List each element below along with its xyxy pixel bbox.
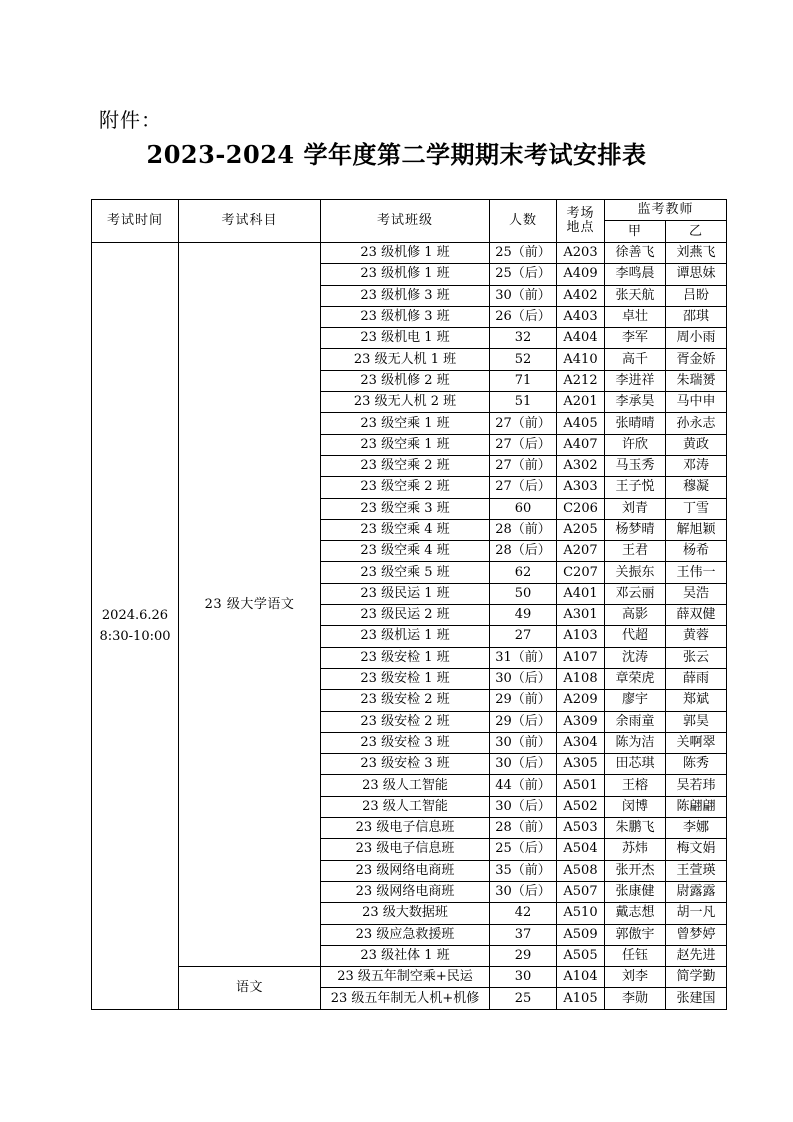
count-cell: 27（后） [490,434,557,455]
proctor-a-cell: 李承昊 [605,392,666,413]
proctor-b-cell: 薛双健 [666,605,727,626]
proctor-b-cell: 解旭颖 [666,519,727,540]
count-cell: 50 [490,583,557,604]
room-cell: A508 [557,860,605,881]
header-subject: 考试科目 [179,200,321,243]
exam-schedule-body [92,200,727,1010]
class-cell: 23 级空乘 4 班 [321,541,490,562]
count-cell: 30（前） [490,732,557,753]
header-class: 考试班级 [321,200,490,243]
proctor-a-cell: 王榕 [605,775,666,796]
class-cell: 23 级空乘 2 班 [321,455,490,476]
exam-time-cell [92,243,179,1010]
proctor-a-cell: 高影 [605,605,666,626]
room-cell: A303 [557,477,605,498]
count-cell: 31（前） [490,647,557,668]
proctor-b-cell: 关啊翠 [666,732,727,753]
proctor-b-cell: 胥金娇 [666,349,727,370]
class-cell: 23 级人工智能 [321,775,490,796]
room-cell: A405 [557,413,605,434]
count-cell: 29（后） [490,711,557,732]
count-cell: 44（前） [490,775,557,796]
room-cell: A301 [557,605,605,626]
proctor-b-cell: 曾梦婷 [666,924,727,945]
proctor-a-cell: 邓云丽 [605,583,666,604]
class-cell: 23 级机修 1 班 [321,243,490,264]
count-cell: 30（后） [490,881,557,902]
proctor-a-cell: 廖宇 [605,690,666,711]
proctor-a-cell: 郭傲宇 [605,924,666,945]
header-room-line2: 地点 [566,220,595,235]
proctor-b-cell: 薛雨 [666,668,727,689]
proctor-a-cell: 戴志想 [605,903,666,924]
room-cell: A302 [557,455,605,476]
proctor-b-cell: 尉露露 [666,881,727,902]
proctor-a-cell: 张开杰 [605,860,666,881]
count-cell: 42 [490,903,557,924]
proctor-a-cell: 余雨童 [605,711,666,732]
count-cell: 71 [490,370,557,391]
count-cell: 27（前） [490,413,557,434]
proctor-a-cell: 陈为洁 [605,732,666,753]
count-cell: 30（前） [490,285,557,306]
header-count: 人数 [490,200,557,243]
room-cell: A105 [557,988,605,1009]
count-cell: 25（前） [490,243,557,264]
class-cell: 23 级空乘 4 班 [321,519,490,540]
exam-date: 2024.6.26 [101,607,169,623]
proctor-b-cell: 谭思妹 [666,264,727,285]
proctor-a-cell: 刘李 [605,967,666,988]
exam-hours: 8:30-10:00 [99,628,171,644]
proctor-b-cell: 简学勤 [666,967,727,988]
room-cell: A409 [557,264,605,285]
class-cell: 23 级空乘 5 班 [321,562,490,583]
class-cell: 23 级社体 1 班 [321,945,490,966]
proctor-a-cell: 马玉秀 [605,455,666,476]
proctor-a-cell: 张天航 [605,285,666,306]
room-cell: A107 [557,647,605,668]
proctor-a-cell: 苏炜 [605,839,666,860]
proctor-b-cell: 吴若玮 [666,775,727,796]
class-cell: 23 级空乘 3 班 [321,498,490,519]
proctor-b-cell: 郭昊 [666,711,727,732]
room-cell: A108 [557,668,605,689]
room-cell: A203 [557,243,605,264]
class-cell: 23 级机电 1 班 [321,328,490,349]
count-cell: 60 [490,498,557,519]
proctor-b-cell: 黄蓉 [666,626,727,647]
header-row [92,200,727,221]
proctor-a-cell: 闵博 [605,796,666,817]
count-cell: 30（后） [490,668,557,689]
proctor-a-cell: 章荣虎 [605,668,666,689]
proctor-a-cell: 刘青 [605,498,666,519]
class-cell: 23 级五年制空乘+民运 [321,967,490,988]
proctor-a-cell: 代超 [605,626,666,647]
proctor-b-cell: 吕盼 [666,285,727,306]
subject-cell: 23 级大学语文 [179,243,321,967]
room-cell: A402 [557,285,605,306]
room-cell: C207 [557,562,605,583]
class-cell: 23 级安检 3 班 [321,732,490,753]
proctor-a-cell: 徐善飞 [605,243,666,264]
class-cell: 23 级机修 3 班 [321,285,490,306]
class-cell: 23 级空乘 1 班 [321,413,490,434]
room-cell: A503 [557,818,605,839]
room-cell: A502 [557,796,605,817]
room-cell: A505 [557,945,605,966]
room-cell: A403 [557,306,605,327]
room-cell: A205 [557,519,605,540]
proctor-a-cell: 李军 [605,328,666,349]
count-cell: 27（后） [490,477,557,498]
proctor-a-cell: 卓壮 [605,306,666,327]
proctor-b-cell: 赵先进 [666,945,727,966]
room-cell: C206 [557,498,605,519]
class-cell: 23 级应急救援班 [321,924,490,945]
room-cell: A309 [557,711,605,732]
room-cell: A504 [557,839,605,860]
proctor-b-cell: 王萱瑛 [666,860,727,881]
room-cell: A212 [557,370,605,391]
count-cell: 25 [490,988,557,1009]
proctor-b-cell: 刘燕飞 [666,243,727,264]
proctor-a-cell: 王君 [605,541,666,562]
count-cell: 62 [490,562,557,583]
count-cell: 30（后） [490,754,557,775]
count-cell: 30 [490,967,557,988]
header-room [557,200,605,243]
table-row [92,243,727,264]
count-cell: 26（后） [490,306,557,327]
class-cell: 23 级无人机 1 班 [321,349,490,370]
class-cell: 23 级空乘 2 班 [321,477,490,498]
count-cell: 27 [490,626,557,647]
class-cell: 23 级大数据班 [321,903,490,924]
proctor-b-cell: 陈秀 [666,754,727,775]
proctor-a-cell: 许欣 [605,434,666,455]
class-cell: 23 级安检 2 班 [321,711,490,732]
class-cell: 23 级民运 1 班 [321,583,490,604]
class-cell: 23 级安检 1 班 [321,668,490,689]
room-cell: A507 [557,881,605,902]
proctor-b-cell: 杨希 [666,541,727,562]
header-time: 考试时间 [92,200,179,243]
proctor-b-cell: 张云 [666,647,727,668]
proctor-a-cell: 沈涛 [605,647,666,668]
class-cell: 23 级机修 2 班 [321,370,490,391]
proctor-a-cell: 张晴晴 [605,413,666,434]
proctor-b-cell: 马中申 [666,392,727,413]
proctor-a-cell: 田芯琪 [605,754,666,775]
proctor-b-cell: 周小雨 [666,328,727,349]
count-cell: 35（前） [490,860,557,881]
count-cell: 25（后） [490,839,557,860]
count-cell: 29 [490,945,557,966]
class-cell: 23 级空乘 1 班 [321,434,490,455]
class-cell: 23 级五年制无人机+机修 [321,988,490,1009]
proctor-a-cell: 王子悦 [605,477,666,498]
proctor-b-cell: 邓涛 [666,455,727,476]
class-cell: 23 级机运 1 班 [321,626,490,647]
proctor-a-cell: 关振东 [605,562,666,583]
room-cell: A501 [557,775,605,796]
count-cell: 28（前） [490,818,557,839]
count-cell: 37 [490,924,557,945]
proctor-b-cell: 李娜 [666,818,727,839]
room-cell: A410 [557,349,605,370]
room-cell: A407 [557,434,605,455]
proctor-a-cell: 高千 [605,349,666,370]
page-title: 2023-2024 学年度第二学期期末考试安排表 [146,140,647,169]
proctor-a-cell: 李进祥 [605,370,666,391]
proctor-a-cell: 朱鹏飞 [605,818,666,839]
class-cell: 23 级安检 3 班 [321,754,490,775]
subject-cell: 语文 [179,967,321,1010]
proctor-b-cell: 孙永志 [666,413,727,434]
proctor-a-cell: 张康健 [605,881,666,902]
proctor-b-cell: 王伟一 [666,562,727,583]
class-cell: 23 级机修 1 班 [321,264,490,285]
header-proctors: 监考教师 [605,200,727,221]
count-cell: 28（后） [490,541,557,562]
proctor-b-cell: 丁雪 [666,498,727,519]
count-cell: 32 [490,328,557,349]
class-cell: 23 级网络电商班 [321,881,490,902]
count-cell: 29（前） [490,690,557,711]
room-cell: A510 [557,903,605,924]
proctor-b-cell: 朱瑞赟 [666,370,727,391]
attachment-label: 附件： [99,108,162,132]
count-cell: 28（前） [490,519,557,540]
count-cell: 30（后） [490,796,557,817]
proctor-b-cell: 梅文娟 [666,839,727,860]
class-cell: 23 级电子信息班 [321,818,490,839]
room-cell: A207 [557,541,605,562]
room-cell: A103 [557,626,605,647]
class-cell: 23 级电子信息班 [321,839,490,860]
proctor-b-cell: 郑斌 [666,690,727,711]
count-cell: 52 [490,349,557,370]
class-cell: 23 级机修 3 班 [321,306,490,327]
table-row [92,967,727,988]
room-cell: A509 [557,924,605,945]
proctor-b-cell: 邵琪 [666,306,727,327]
class-cell: 23 级人工智能 [321,796,490,817]
room-cell: A404 [557,328,605,349]
header-room-line1: 考场 [566,206,595,221]
room-cell: A401 [557,583,605,604]
proctor-b-cell: 陈翩翩 [666,796,727,817]
count-cell: 51 [490,392,557,413]
header-proctor-a: 甲 [605,221,666,243]
room-cell: A305 [557,754,605,775]
proctor-b-cell: 黄政 [666,434,727,455]
class-cell: 23 级无人机 2 班 [321,392,490,413]
proctor-a-cell: 任钰 [605,945,666,966]
count-cell: 49 [490,605,557,626]
proctor-a-cell: 李鸣晨 [605,264,666,285]
class-cell: 23 级安检 2 班 [321,690,490,711]
proctor-b-cell: 吴浩 [666,583,727,604]
proctor-b-cell: 张建国 [666,988,727,1009]
proctor-a-cell: 杨梦晴 [605,519,666,540]
room-cell: A304 [557,732,605,753]
header-proctor-b: 乙 [666,221,727,243]
count-cell: 25（后） [490,264,557,285]
class-cell: 23 级民运 2 班 [321,605,490,626]
room-cell: A104 [557,967,605,988]
room-cell: A209 [557,690,605,711]
proctor-b-cell: 穆凝 [666,477,727,498]
proctor-b-cell: 胡一凡 [666,903,727,924]
exam-schedule-table [91,199,727,1010]
count-cell: 27（前） [490,455,557,476]
room-cell: A201 [557,392,605,413]
class-cell: 23 级安检 1 班 [321,647,490,668]
proctor-a-cell: 李勋 [605,988,666,1009]
class-cell: 23 级网络电商班 [321,860,490,881]
